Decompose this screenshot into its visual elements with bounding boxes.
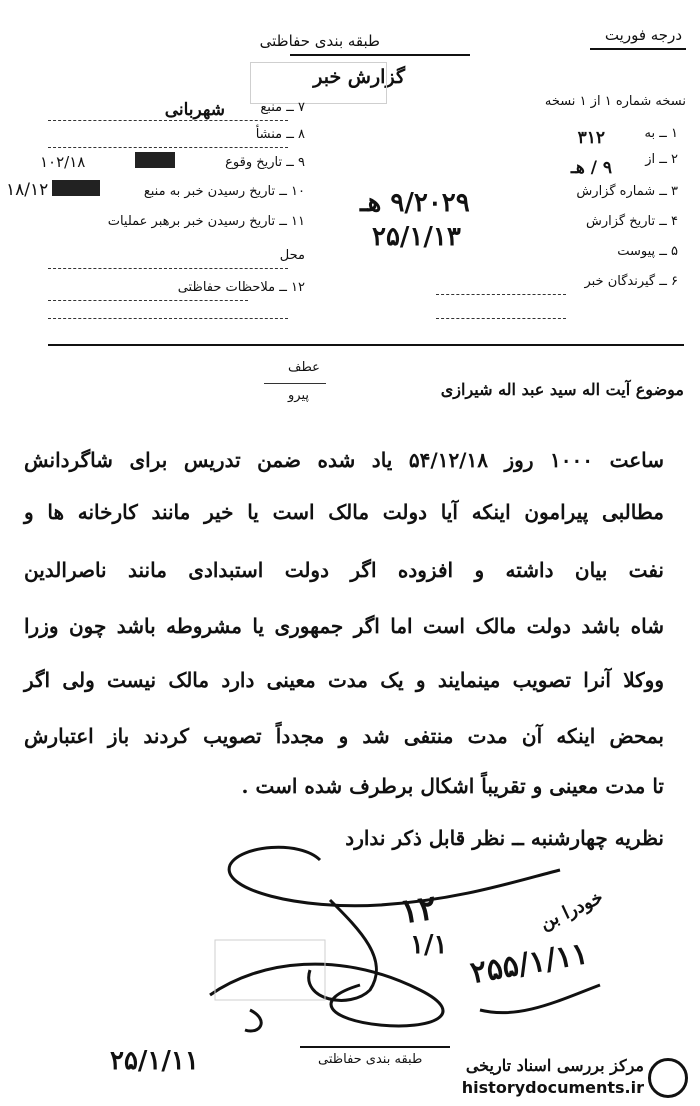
urgency-underline xyxy=(590,48,686,50)
handwritten-bottom-date: ۲۵/۱/۱۱ xyxy=(110,1046,199,1076)
subject-line: موضوع آیت اله سید عبد اله شیرازی xyxy=(440,380,684,399)
field-to-label: ۱ ــ به xyxy=(644,126,678,141)
field-recipients-label: ۶ ــ گیرندگان خبر xyxy=(584,274,678,289)
handwritten-12: ۱۲ xyxy=(397,887,440,933)
field-occurrence-date-label: ۹ ــ تاریخ وقوع xyxy=(225,155,305,170)
field-received-date-label: ۱۰ ــ تاریخ رسیدن خبر به منبع xyxy=(143,184,305,199)
atf-label: عطف xyxy=(288,360,320,375)
faint-stamp xyxy=(250,62,387,104)
field-occurrence-date-value: ۱۰۲/۱۸ xyxy=(40,153,86,171)
classification-label: طبقه بندی حفاظتی xyxy=(259,32,380,50)
field-to-value: ۳۱۲ xyxy=(577,128,605,148)
signature-stroke-4 xyxy=(245,1010,261,1031)
field-report-number-label: ۳ ــ شماره گزارش xyxy=(576,184,678,199)
field-place-label: محل xyxy=(279,248,305,263)
field-from-label: ۲ ــ از xyxy=(645,152,678,167)
report-title: گزارش خبر xyxy=(313,66,405,88)
field-copy-number: نسخه شماره ۱ از ۱ نسخه xyxy=(544,94,686,109)
body-line-1: ساعت ۱۰۰۰ روز ۵۴/۱۲/۱۸ یاد شده ضمن تدریس برای شاگردانش xyxy=(24,448,664,472)
report-number: ۹/۲۰۲۹ هـ xyxy=(360,188,470,218)
body-line-7: تا مدت معینی و تقریباً اشکال برطرف شده است . xyxy=(241,774,664,798)
handwritten-date: ۲۵۵/۱/۱۱ xyxy=(467,935,591,992)
field-report-date-label: ۴ ــ تاریخ گزارش xyxy=(586,214,678,229)
peyro-label: پیرو xyxy=(288,388,309,403)
urgency-label: درجه فوریت xyxy=(604,26,682,44)
classification-line xyxy=(290,54,470,56)
field-source-label: ۷ ــ منبع xyxy=(260,100,305,115)
field-origin-label: ۸ ــ منشأ xyxy=(255,127,305,142)
body-line-5: ووکلا آنرا تصویب مینمایند و یک مدت معینی دارد مالک نیست ولی اگر xyxy=(24,668,664,692)
field-source-value: شهربانی xyxy=(164,100,225,120)
opinion-line: نظریه چهارشنبه ــ نظر قابل ذکر ندارد xyxy=(345,826,664,850)
field-attachment-label: ۵ ــ پیوست xyxy=(617,244,678,259)
footer-classification: طبقه بندی حفاظتی xyxy=(318,1052,423,1067)
censor-mark-2 xyxy=(52,180,100,196)
handwritten-note-top: خودرا بن xyxy=(536,886,607,935)
body-line-6: بمحض اینکه آن مدت منتفی شد و مجدداً تصویب کردند باز اعتبارش xyxy=(24,724,664,748)
signature-stroke-5 xyxy=(480,985,600,1013)
censor-mark-1 xyxy=(135,152,175,168)
watermark-title: مرکز بررسی اسناد تاریخی xyxy=(465,1056,644,1075)
watermark-url: historydocuments.ir xyxy=(461,1078,644,1097)
field-received-ops-label: ۱۱ ــ تاریخ رسیدن خبر برهبر عملیات xyxy=(107,214,305,229)
faint-rect xyxy=(215,940,325,1000)
body-line-2: مطالبی پیرامون اینکه آیا دولت مالک است یا خیر مانند کارخانه ها و xyxy=(24,500,664,524)
report-date: ۲۵/۱/۱۳ xyxy=(372,222,461,252)
signature-stroke-3 xyxy=(210,964,443,1026)
field-received-date-value: ۱۸/۱۲ xyxy=(6,180,49,200)
handwritten-1-1: ۱/۱ xyxy=(410,930,448,960)
watermark-logo-icon xyxy=(640,1050,697,1106)
field-from-value: ۹ / هـ xyxy=(570,158,612,178)
body-line-4: شاه باشد دولت مالک است اما اگر جمهوری یا مشروطه باشد چون وزرا xyxy=(24,614,664,638)
header-separator xyxy=(48,344,684,346)
watermark xyxy=(417,1054,692,1102)
signature-stroke-2 xyxy=(309,900,377,1000)
field-security-notes-label: ۱۲ ــ ملاحظات حفاظتی xyxy=(177,280,305,295)
body-line-3: نفت بیان داشته و افزوده اگر دولت استبدادی مانند ناصرالدین xyxy=(24,558,664,582)
